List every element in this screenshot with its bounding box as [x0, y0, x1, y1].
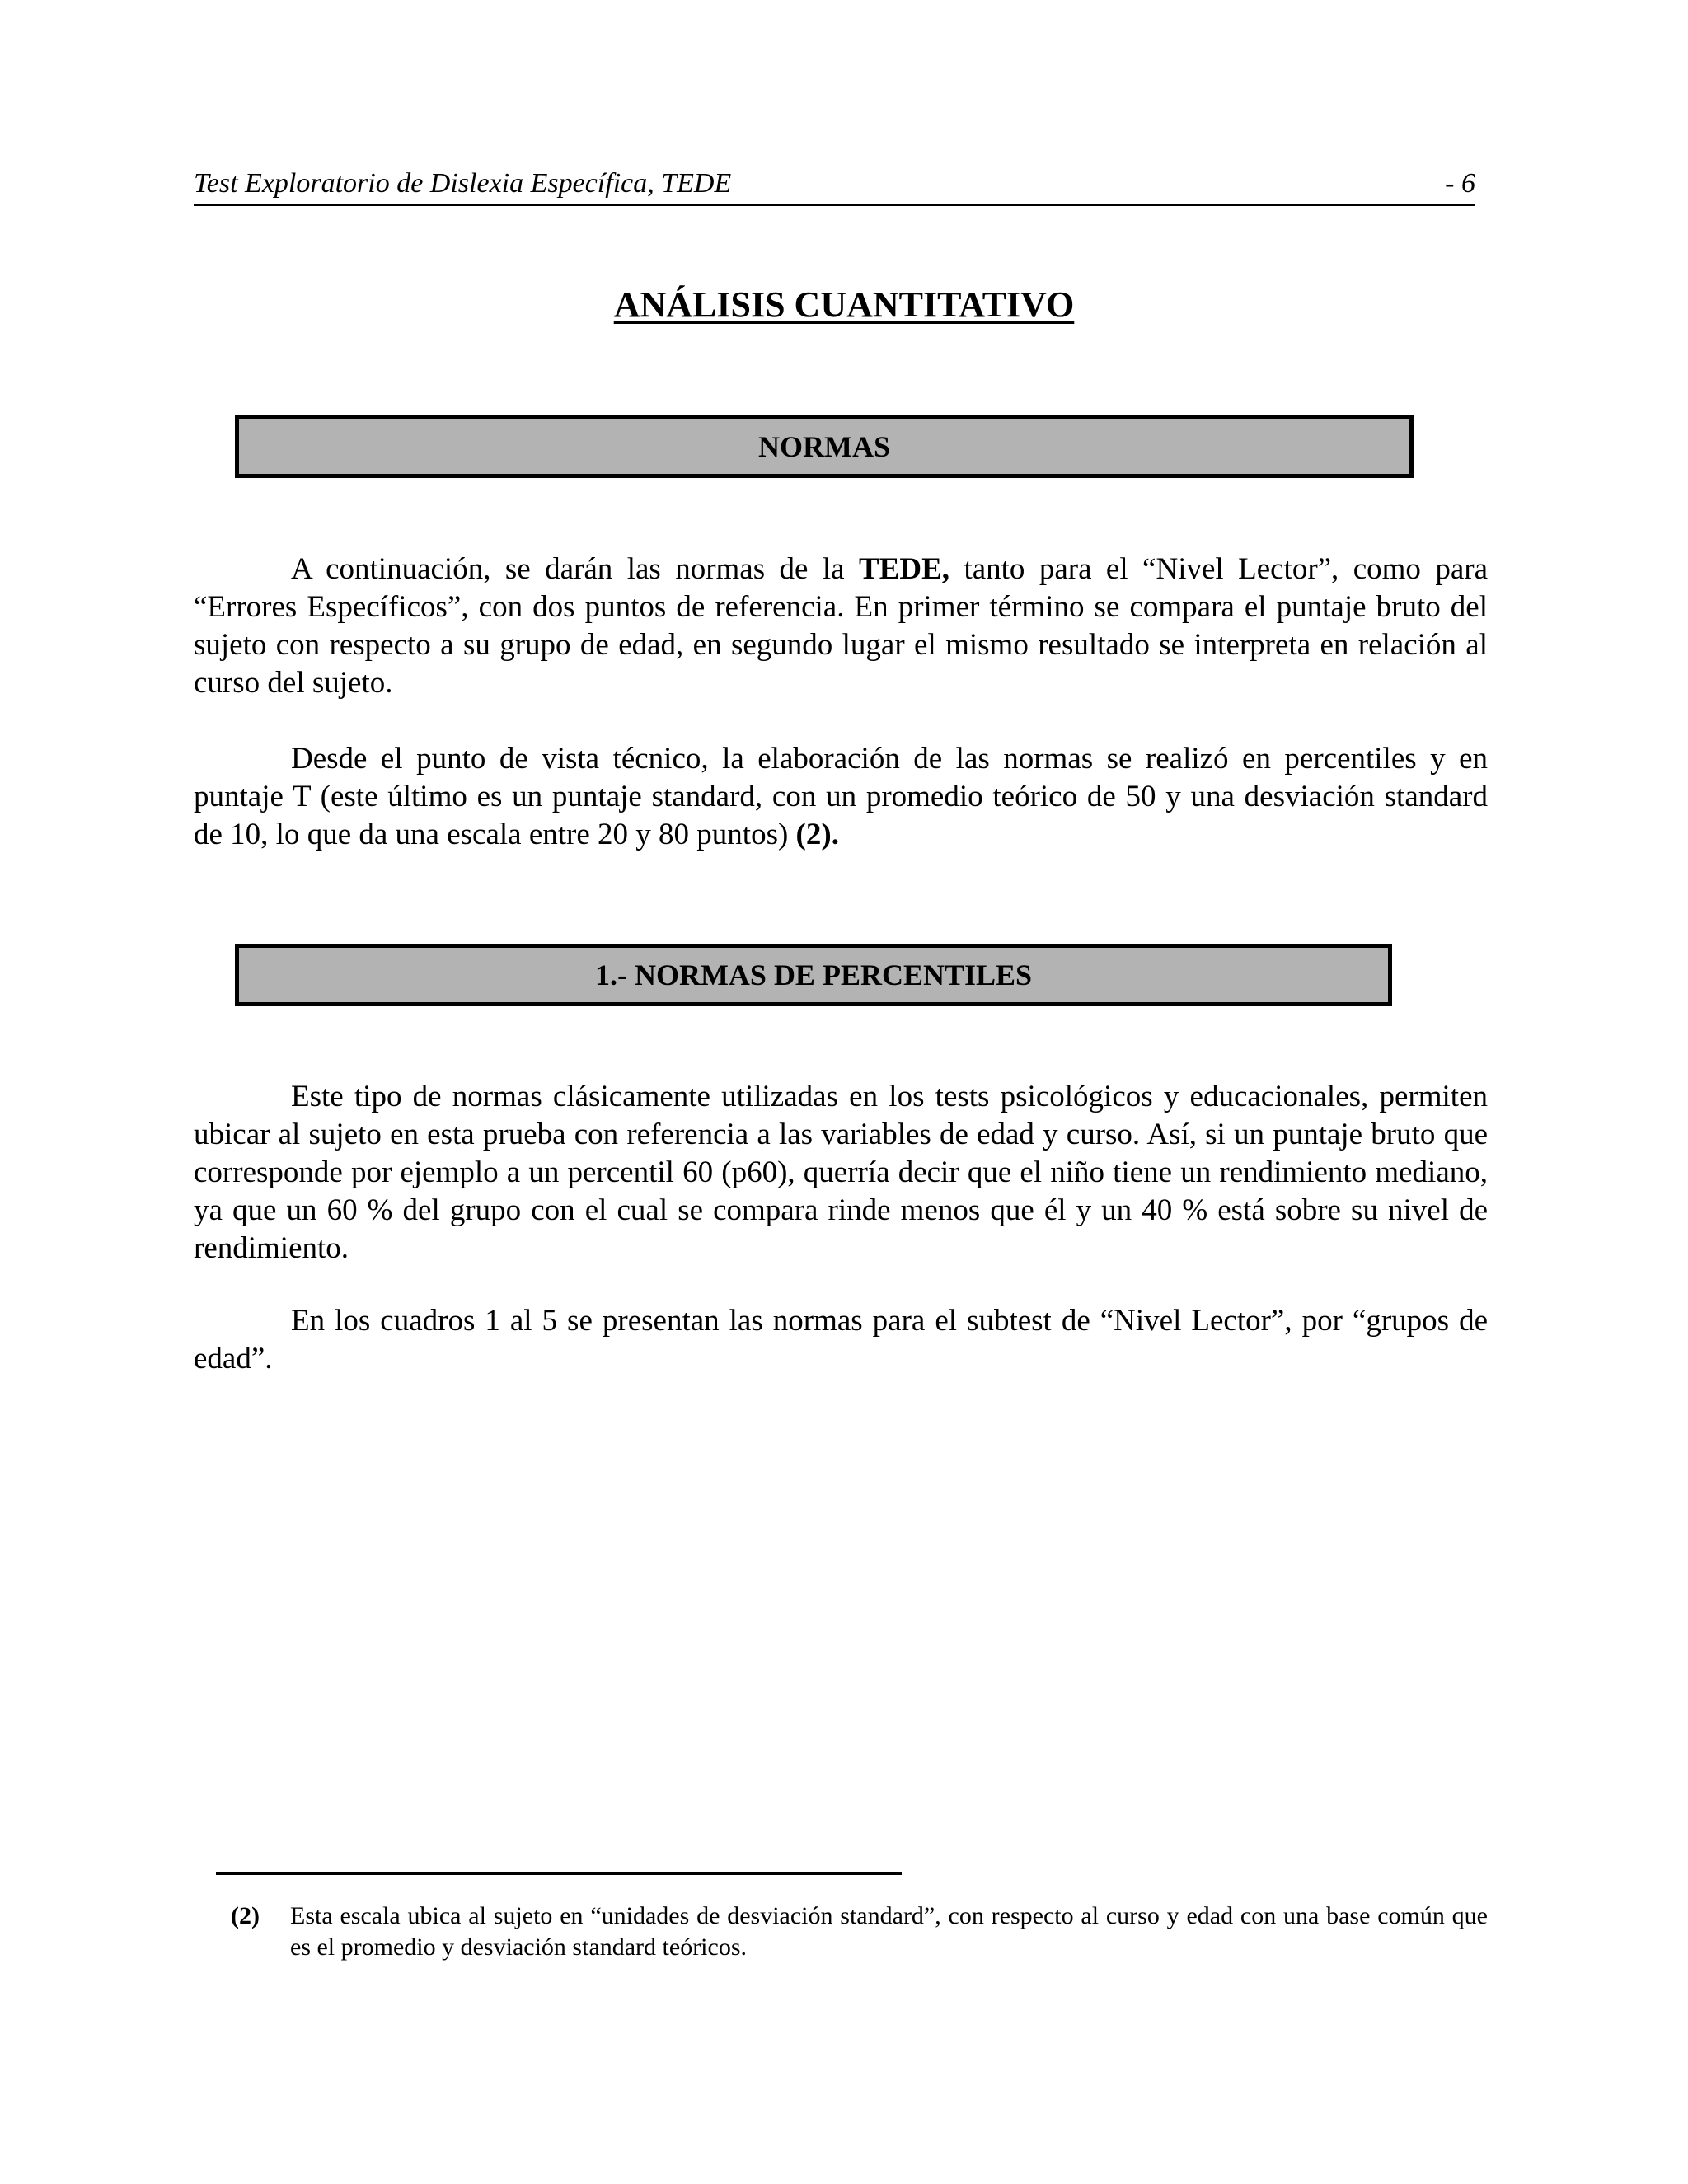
paragraph-cuadros: En los cuadros 1 al 5 se presentan las normas para el subtest de “Nivel Lector”, por “grupos de edad”. — [194, 1304, 1488, 1376]
footnote-text: Esta escala ubica al sujeto en “unidades de desviación standard”, con respecto al curso y edad con una base común que es el promedio y desviación standard teóricos. — [290, 1902, 1488, 1961]
footnote-divider — [216, 1872, 902, 1875]
page-number: - 6 — [1445, 168, 1475, 199]
paragraph-technical-text: Desde el punto de vista técnico, la elaboración de las normas se realizó en percentiles y en puntaje T (este último es un puntaje standard, con un promedio teórico de 50 y una desviación standard de 10, lo que da una escala entre 20 y 80 puntos) — [194, 742, 1488, 851]
footnote — [231, 1900, 1488, 1963]
running-header — [194, 165, 1475, 206]
running-header-title: Test Exploratorio de Dislexia Específica, TEDE — [194, 168, 732, 199]
normas-heading: NORMAS — [758, 430, 890, 463]
paragraph-intro-text-end: tanto para el “Nivel Lector”, como para “Errores Específicos”, con dos puntos de referencia. En primer término se compara el puntaje bruto del sujeto con respecto a su grupo de edad, en segundo lugar el mismo resultado se interpreta en relación al curso del sujeto. — [194, 552, 1489, 700]
tede-bold-term: TEDE, — [859, 552, 950, 586]
percentiles-heading-box — [235, 944, 1392, 1006]
footnote-marker: (2) — [231, 1902, 260, 1929]
paragraph-technical — [194, 740, 1488, 854]
paragraph-intro — [194, 551, 1488, 702]
section-title — [0, 282, 1688, 328]
footnote-reference: (2). — [795, 818, 839, 851]
percentiles-heading: 1.- NORMAS DE PERCENTILES — [594, 958, 1033, 991]
normas-heading-box — [235, 415, 1414, 478]
section-title-text: ANÁLISIS CUANTITATIVO — [613, 284, 1075, 325]
paragraph-intro-text-start: A continuación, se darán las normas de la — [291, 552, 860, 586]
paragraph-percentiles: Este tipo de normas clásicamente utilizadas en los tests psicológicos y educacionales, permiten ubicar al sujeto en esta prueba con referencia a las variables de edad y curso. Así, si un puntaje bruto que corresponde por ejemplo a un percentil 60 (p60), querría decir que el niño tiene un rendimiento mediano, ya que un 60 % del grupo con el cual se compara rinde menos que él y un 40 % está sobre su nivel de rendimiento. — [194, 1080, 1488, 1265]
